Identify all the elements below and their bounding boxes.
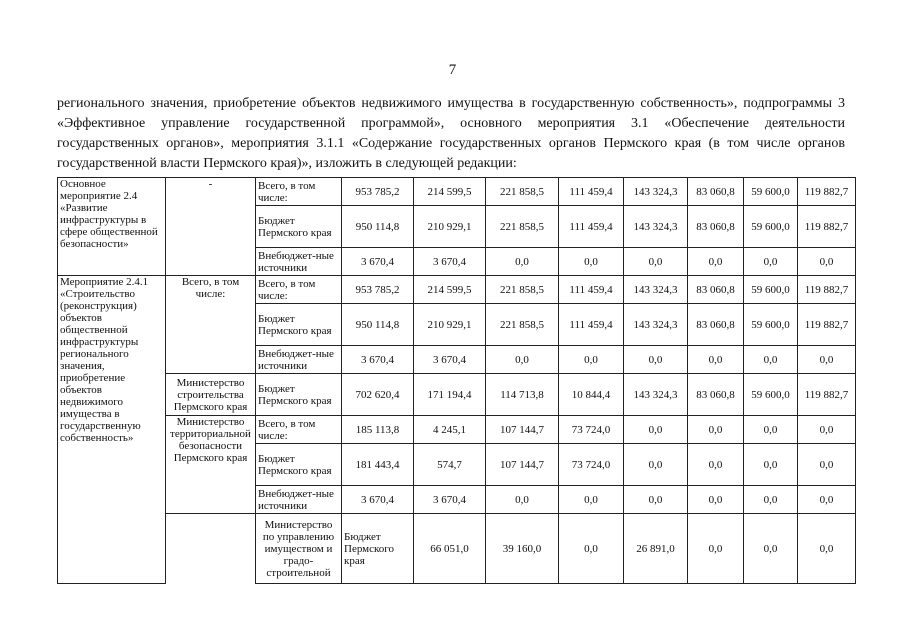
amount-cell: 0,0 xyxy=(798,248,856,276)
amount-cell: 0,0 xyxy=(744,514,798,584)
amount-cell: 111 459,4 xyxy=(559,178,624,206)
amount-cell: 10 844,4 xyxy=(559,374,624,416)
amount-cell: 950 114,8 xyxy=(342,304,414,346)
amount-cell: 0,0 xyxy=(688,444,744,486)
amount-cell: 0,0 xyxy=(688,486,744,514)
amount-cell: 59 600,0 xyxy=(744,178,798,206)
amount-cell: 950 114,8 xyxy=(342,206,414,248)
amount-cell: 119 882,7 xyxy=(798,178,856,206)
amount-cell: 0,0 xyxy=(624,486,688,514)
amount-cell: 221 858,5 xyxy=(486,304,559,346)
amount-cell: 0,0 xyxy=(559,514,624,584)
funding-source-cell: Внебюджет-ные источники xyxy=(256,486,342,514)
amount-cell: 107 144,7 xyxy=(486,444,559,486)
amount-cell: 83 060,8 xyxy=(688,206,744,248)
amount-cell: 0,0 xyxy=(624,416,688,444)
amount-cell: 214 599,5 xyxy=(414,178,486,206)
executor-cell: Всего, в том числе: xyxy=(166,276,256,374)
funding-source-cell: Бюджет Пермского края xyxy=(256,374,342,416)
amount-cell: 143 324,3 xyxy=(624,206,688,248)
amount-cell: 119 882,7 xyxy=(798,304,856,346)
amount-cell: 83 060,8 xyxy=(688,304,744,346)
amount-cell: 0,0 xyxy=(486,248,559,276)
amount-cell: 0,0 xyxy=(559,486,624,514)
funding-source-cell: Внебюджет-ные источники xyxy=(256,248,342,276)
amount-cell: 0,0 xyxy=(798,514,856,584)
amount-cell: 0,0 xyxy=(688,416,744,444)
amount-cell: 59 600,0 xyxy=(744,374,798,416)
empty-cell xyxy=(166,514,256,584)
amount-cell: 0,0 xyxy=(486,346,559,374)
amount-cell: 0,0 xyxy=(744,444,798,486)
amount-cell: 26 891,0 xyxy=(624,514,688,584)
amount-cell: 953 785,2 xyxy=(342,276,414,304)
table-row xyxy=(58,514,856,584)
funding-source-cell: Бюджет Пермского края xyxy=(342,514,414,584)
amount-cell: 0,0 xyxy=(688,514,744,584)
table-row xyxy=(58,178,856,206)
amount-cell: 0,0 xyxy=(798,346,856,374)
funding-source-cell: Всего, в том числе: xyxy=(256,416,342,444)
amount-cell: 39 160,0 xyxy=(486,514,559,584)
funding-source-cell: Бюджет Пермского края xyxy=(256,304,342,346)
funding-source-cell: Всего, в том числе: xyxy=(256,276,342,304)
amount-cell: 574,7 xyxy=(414,444,486,486)
amount-cell: 0,0 xyxy=(688,346,744,374)
amount-cell: 143 324,3 xyxy=(624,374,688,416)
amount-cell: 3 670,4 xyxy=(414,346,486,374)
funding-source-cell: Всего, в том числе: xyxy=(256,178,342,206)
amount-cell: 83 060,8 xyxy=(688,178,744,206)
amount-cell: 59 600,0 xyxy=(744,276,798,304)
amount-cell: 143 324,3 xyxy=(624,178,688,206)
funding-source-cell: Внебюджет-ные источники xyxy=(256,346,342,374)
amount-cell: 4 245,1 xyxy=(414,416,486,444)
amount-cell: 210 929,1 xyxy=(414,206,486,248)
amount-cell: 702 620,4 xyxy=(342,374,414,416)
amount-cell: 83 060,8 xyxy=(688,276,744,304)
amount-cell: 107 144,7 xyxy=(486,416,559,444)
intro-paragraph: регионального значения, приобретение объектов недвижимого имущества в государственную собственность», подпрограммы 3 «Эффективное управление государственной программой», основного мероприятия 3.1 «Обеспечение деятельности государственных органов», мероприятия 3.1.1 «Содержание государственных органов Пермского края (в том числе органов государственной власти Пермского края)», изложить в следующей редакции: xyxy=(57,96,845,171)
amount-cell: 210 929,1 xyxy=(414,304,486,346)
amount-cell: 119 882,7 xyxy=(798,206,856,248)
page-number: 7 xyxy=(448,62,457,78)
amount-cell: 66 051,0 xyxy=(414,514,486,584)
activity-name-cell: Мероприятие 2.4.1 «Строительство (реконструкция) объектов общественной инфраструктуры регионального значения, приобретение объектов недвижимого имущества в государственную собственность» xyxy=(58,276,166,584)
executor-cell: Министерство строительства Пермского края xyxy=(166,374,256,416)
amount-cell: 0,0 xyxy=(559,346,624,374)
amount-cell: 3 670,4 xyxy=(414,248,486,276)
funding-source-cell: Бюджет Пермского края xyxy=(256,444,342,486)
amount-cell: 59 600,0 xyxy=(744,304,798,346)
amount-cell: 3 670,4 xyxy=(342,248,414,276)
amount-cell: 221 858,5 xyxy=(486,206,559,248)
amount-cell: 0,0 xyxy=(559,248,624,276)
table-row xyxy=(58,374,856,416)
amount-cell: 119 882,7 xyxy=(798,276,856,304)
amount-cell: 221 858,5 xyxy=(486,178,559,206)
amount-cell: 181 443,4 xyxy=(342,444,414,486)
amount-cell: 0,0 xyxy=(744,248,798,276)
funding-source-cell: Бюджет Пермского края xyxy=(256,206,342,248)
amount-cell: 3 670,4 xyxy=(342,486,414,514)
amount-cell: 221 858,5 xyxy=(486,276,559,304)
amount-cell: 73 724,0 xyxy=(559,416,624,444)
executor-cell: Министерство территориальной безопасности Пермского края xyxy=(166,416,256,514)
amount-cell: 0,0 xyxy=(624,444,688,486)
amount-cell: 83 060,8 xyxy=(688,374,744,416)
amount-cell: 0,0 xyxy=(624,346,688,374)
activity-name-cell: Основное мероприятие 2.4 «Развитие инфраструктуры в сфере общественной безопасности» xyxy=(58,178,166,276)
amount-cell: 111 459,4 xyxy=(559,304,624,346)
amount-cell: 59 600,0 xyxy=(744,206,798,248)
amount-cell: 143 324,3 xyxy=(624,304,688,346)
amount-cell: 0,0 xyxy=(798,486,856,514)
amount-cell: 0,0 xyxy=(688,248,744,276)
amount-cell: 185 113,8 xyxy=(342,416,414,444)
amount-cell: 953 785,2 xyxy=(342,178,414,206)
amount-cell: 111 459,4 xyxy=(559,206,624,248)
amount-cell: 73 724,0 xyxy=(559,444,624,486)
amount-cell: 143 324,3 xyxy=(624,276,688,304)
amount-cell: 0,0 xyxy=(624,248,688,276)
amount-cell: 114 713,8 xyxy=(486,374,559,416)
executor-cell: - xyxy=(166,178,256,276)
amount-cell: 0,0 xyxy=(744,486,798,514)
amount-cell: 0,0 xyxy=(798,444,856,486)
amount-cell: 214 599,5 xyxy=(414,276,486,304)
amount-cell: 171 194,4 xyxy=(414,374,486,416)
amount-cell: 0,0 xyxy=(486,486,559,514)
amount-cell: 111 459,4 xyxy=(559,276,624,304)
amount-cell: 0,0 xyxy=(744,346,798,374)
table-row xyxy=(58,276,856,304)
amount-cell: 0,0 xyxy=(744,416,798,444)
amount-cell: 0,0 xyxy=(798,416,856,444)
amount-cell: 3 670,4 xyxy=(342,346,414,374)
amount-cell: 3 670,4 xyxy=(414,486,486,514)
amount-cell: 119 882,7 xyxy=(798,374,856,416)
executor-cell: Министерство по управлению имуществом и градо-строительной xyxy=(256,514,342,584)
budget-table xyxy=(57,177,856,584)
table-row xyxy=(58,416,856,444)
